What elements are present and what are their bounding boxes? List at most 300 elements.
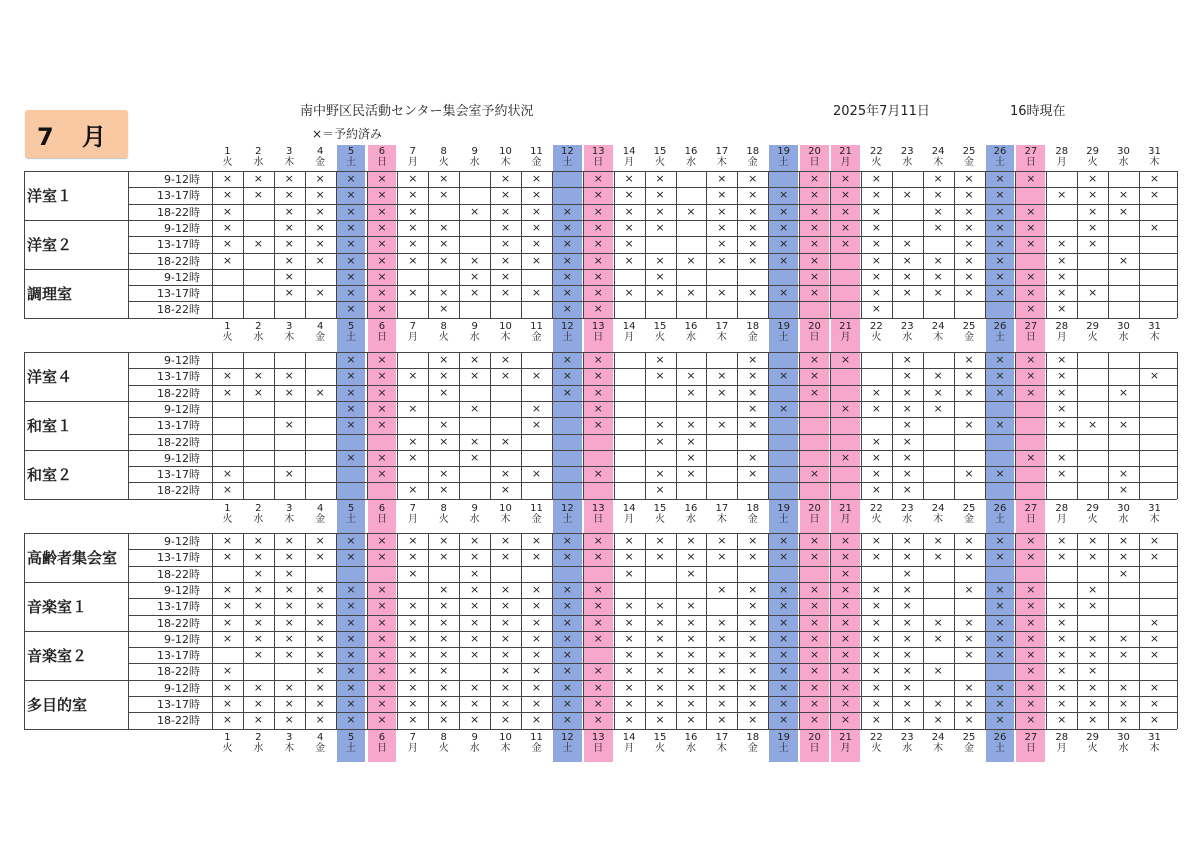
day-number: 6 <box>378 321 386 332</box>
booked-mark: × <box>809 172 820 185</box>
day-header <box>1046 732 1077 756</box>
booked-mark: × <box>840 697 851 710</box>
time-slot-label: 18-22時 <box>128 712 212 728</box>
day-header <box>892 146 923 170</box>
day-header <box>336 503 367 527</box>
day-header <box>830 321 861 345</box>
weekday-label: 木 <box>933 514 944 525</box>
booked-mark: × <box>1088 286 1098 300</box>
booked-mark: × <box>593 302 603 316</box>
day-header <box>676 503 707 527</box>
day-number: 18 <box>746 146 760 157</box>
booked-mark: × <box>439 534 449 547</box>
day-header <box>614 146 645 170</box>
booked-mark: × <box>902 385 912 399</box>
booked-mark: × <box>1057 401 1067 415</box>
booked-mark: × <box>686 713 696 727</box>
weekday-label: 土 <box>778 332 789 343</box>
booked-mark: × <box>593 401 603 415</box>
booked-mark: × <box>1057 615 1067 629</box>
booked-mark: × <box>1149 631 1160 645</box>
weekday-label: 木 <box>500 743 511 754</box>
booked-mark: × <box>933 220 943 234</box>
booked-mark: × <box>315 648 325 662</box>
booked-mark: × <box>346 269 356 283</box>
booked-mark: × <box>902 680 912 694</box>
booked-mark: × <box>1088 582 1098 596</box>
booked-mark: × <box>748 385 758 399</box>
booked-mark: × <box>315 550 325 564</box>
booked-mark: × <box>253 713 263 727</box>
booked-mark: × <box>284 680 294 694</box>
booked-mark: × <box>655 172 665 185</box>
booked-mark: × <box>748 582 758 596</box>
booked-mark: × <box>593 550 603 564</box>
day-header <box>490 146 521 170</box>
day-number: 11 <box>530 321 543 332</box>
booked-mark: × <box>253 550 263 564</box>
day-number: 3 <box>286 321 293 332</box>
day-header <box>1139 503 1170 527</box>
room-name: 洋室１ <box>24 171 129 221</box>
day-number: 30 <box>1117 732 1130 743</box>
day-header <box>521 732 552 756</box>
day-number: 15 <box>653 321 667 332</box>
booked-mark: × <box>1088 680 1098 694</box>
booked-mark: × <box>408 220 418 234</box>
booked-mark: × <box>902 418 912 432</box>
day-header <box>1108 146 1139 170</box>
booked-mark: × <box>408 401 418 415</box>
booked-mark: × <box>748 648 758 662</box>
booked-mark: × <box>408 204 418 218</box>
time-slot-label: 13-17時 <box>128 598 212 614</box>
booked-mark: × <box>995 237 1005 251</box>
day-number: 11 <box>530 732 543 743</box>
day-header <box>397 321 428 345</box>
day-header <box>1046 321 1077 345</box>
booked-mark: × <box>902 713 912 727</box>
booked-mark: × <box>871 204 881 218</box>
booked-mark: × <box>1057 418 1067 432</box>
day-header <box>614 732 645 756</box>
booked-mark: × <box>902 434 912 448</box>
booked-mark: × <box>315 680 325 694</box>
day-number: 13 <box>591 503 605 514</box>
booked-mark: × <box>1149 534 1160 547</box>
booked-mark: × <box>253 172 263 185</box>
day-header <box>305 732 336 756</box>
weekday-label: 金 <box>531 157 542 168</box>
booked-mark: × <box>717 582 727 596</box>
weekday-label: 火 <box>871 332 882 343</box>
booked-mark: × <box>284 172 294 185</box>
day-header <box>305 503 336 527</box>
day-header <box>768 321 799 345</box>
booked-mark: × <box>748 615 758 629</box>
booked-mark: × <box>1026 534 1036 547</box>
booked-mark: × <box>964 467 974 481</box>
booked-mark: × <box>315 237 325 251</box>
booked-mark: × <box>346 680 356 694</box>
weekday-label: 月 <box>407 514 418 525</box>
booked-mark: × <box>284 615 294 629</box>
booked-mark: × <box>253 237 263 251</box>
booked-mark: × <box>748 172 758 185</box>
booked-mark: × <box>840 220 851 234</box>
booked-mark: × <box>439 550 449 564</box>
day-number: 13 <box>591 732 605 743</box>
booked-mark: × <box>531 550 542 564</box>
booked-mark: × <box>933 697 943 710</box>
booked-mark: × <box>686 369 696 383</box>
booked-mark: × <box>809 680 820 694</box>
day-number: 2 <box>255 321 262 332</box>
weekday-label: 水 <box>902 743 913 754</box>
booked-mark: × <box>1026 385 1036 399</box>
booked-mark: × <box>315 615 325 629</box>
booked-mark: × <box>346 286 356 300</box>
booked-mark: × <box>253 534 263 547</box>
day-number: 31 <box>1148 146 1161 157</box>
booked-mark: × <box>624 680 634 694</box>
booked-mark: × <box>346 369 356 383</box>
booked-mark: × <box>377 220 387 234</box>
time-slot-label: 18-22時 <box>128 301 212 317</box>
day-header <box>397 732 428 756</box>
booked-mark: × <box>902 582 912 596</box>
booked-mark: × <box>871 188 881 202</box>
booked-mark: × <box>531 648 542 662</box>
day-header <box>737 732 768 756</box>
booked-mark: × <box>655 648 665 662</box>
day-number: 29 <box>1086 321 1099 332</box>
booked-mark: × <box>779 286 789 300</box>
booked-mark: × <box>408 450 418 464</box>
booked-mark: × <box>964 697 974 710</box>
booked-mark: × <box>655 418 665 432</box>
day-header <box>336 321 367 345</box>
weekday-label: 水 <box>902 514 913 525</box>
booked-mark: × <box>748 286 758 300</box>
day-header <box>923 146 954 170</box>
booked-mark: × <box>346 615 356 629</box>
day-number: 21 <box>839 503 852 514</box>
booked-mark: × <box>840 648 851 662</box>
booked-mark: × <box>470 713 480 727</box>
booked-mark: × <box>871 697 881 710</box>
booked-mark: × <box>1026 204 1036 218</box>
booked-mark: × <box>717 220 727 234</box>
booked-mark: × <box>840 615 851 629</box>
day-number: 6 <box>378 146 386 157</box>
booked-mark: × <box>995 385 1005 399</box>
weekday-label: 土 <box>562 157 573 168</box>
booked-mark: × <box>1118 253 1129 267</box>
booked-mark: × <box>871 385 881 399</box>
time-slot-label: 13-17時 <box>128 236 212 252</box>
day-header <box>892 732 923 756</box>
booked-mark: × <box>377 369 387 383</box>
booked-mark: × <box>779 237 789 251</box>
day-header <box>676 321 707 345</box>
booked-mark: × <box>871 401 881 415</box>
day-header <box>830 146 861 170</box>
time-slot-label: 18-22時 <box>128 663 212 679</box>
booked-mark: × <box>222 188 233 202</box>
weekday-label: 金 <box>315 157 326 168</box>
time-slot-label: 18-22時 <box>128 385 212 401</box>
booked-mark: × <box>748 680 758 694</box>
weekday-label: 月 <box>840 332 851 343</box>
weekday-label: 月 <box>840 514 851 525</box>
booked-mark: × <box>933 401 943 415</box>
day-number: 22 <box>869 321 883 332</box>
booked-mark: × <box>377 534 387 547</box>
day-header <box>1015 146 1046 170</box>
booked-mark: × <box>686 648 696 662</box>
room-name: 洋室２ <box>24 220 129 270</box>
day-header <box>985 732 1016 756</box>
booked-mark: × <box>871 599 881 613</box>
day-header <box>274 321 305 345</box>
booked-mark: × <box>284 237 294 251</box>
weekday-label: 水 <box>902 332 913 343</box>
booked-mark: × <box>1118 713 1129 727</box>
booked-mark: × <box>1026 220 1036 234</box>
day-number: 28 <box>1055 732 1069 743</box>
booked-mark: × <box>779 582 789 596</box>
booked-mark: × <box>562 664 572 678</box>
day-number: 2 <box>255 732 262 743</box>
booked-mark: × <box>593 269 603 283</box>
booked-mark: × <box>840 450 851 464</box>
day-number: 14 <box>622 321 636 332</box>
day-header <box>490 503 521 527</box>
weekday-label: 木 <box>933 332 944 343</box>
booked-mark: × <box>1118 483 1129 497</box>
booked-mark: × <box>624 615 634 629</box>
booked-mark: × <box>222 697 233 710</box>
day-header <box>954 146 985 170</box>
booked-mark: × <box>346 401 356 415</box>
booked-mark: × <box>871 615 881 629</box>
booked-mark: × <box>593 220 603 234</box>
booked-mark: × <box>902 566 912 580</box>
booked-mark: × <box>995 615 1005 629</box>
weekday-label: 木 <box>500 332 511 343</box>
booked-mark: × <box>253 582 263 596</box>
day-number: 12 <box>560 321 574 332</box>
booked-mark: × <box>779 220 789 234</box>
booked-mark: × <box>964 418 974 432</box>
booked-mark: × <box>964 269 974 283</box>
weekday-label: 火 <box>222 332 233 343</box>
booked-mark: × <box>809 615 820 629</box>
booked-mark: × <box>593 713 603 727</box>
day-number: 5 <box>347 146 355 157</box>
booked-mark: × <box>439 172 449 185</box>
weekday-label: 金 <box>747 157 758 168</box>
booked-mark: × <box>470 566 480 580</box>
day-header <box>676 732 707 756</box>
booked-mark: × <box>686 253 696 267</box>
weekday-label: 火 <box>655 743 666 754</box>
day-number: 26 <box>993 321 1007 332</box>
booked-mark: × <box>748 353 758 366</box>
booked-mark: × <box>964 648 974 662</box>
booked-mark: × <box>346 631 356 645</box>
booked-mark: × <box>222 385 233 399</box>
booked-mark: × <box>995 467 1005 481</box>
booked-mark: × <box>315 204 325 218</box>
booked-mark: × <box>995 204 1005 218</box>
day-header <box>397 146 428 170</box>
booked-mark: × <box>531 237 542 251</box>
booked-mark: × <box>748 401 758 415</box>
booked-mark: × <box>964 550 974 564</box>
booked-mark: × <box>593 664 603 678</box>
room-name: 多目的室 <box>24 680 129 730</box>
booked-mark: × <box>531 401 542 415</box>
booked-mark: × <box>995 631 1005 645</box>
day-number: 15 <box>653 732 667 743</box>
weekday-label: 月 <box>840 743 851 754</box>
day-number: 30 <box>1117 321 1130 332</box>
booked-mark: × <box>717 418 727 432</box>
booked-mark: × <box>748 188 758 202</box>
day-number: 21 <box>839 146 852 157</box>
booked-mark: × <box>686 599 696 613</box>
day-number: 8 <box>440 732 447 743</box>
grid-line <box>1177 352 1178 499</box>
booked-mark: × <box>809 253 820 267</box>
day-number: 29 <box>1086 146 1099 157</box>
booked-mark: × <box>439 418 449 432</box>
booked-mark: × <box>470 286 480 300</box>
booked-mark: × <box>408 434 418 448</box>
booked-mark: × <box>593 418 603 432</box>
day-number: 26 <box>993 503 1007 514</box>
time-slot-label: 13-17時 <box>128 647 212 663</box>
booked-mark: × <box>624 253 634 267</box>
booked-mark: × <box>346 582 356 596</box>
booked-mark: × <box>748 534 758 547</box>
booked-mark: × <box>500 253 511 267</box>
time-slot-label: 9-12時 <box>128 582 212 598</box>
booked-mark: × <box>1026 680 1036 694</box>
booked-mark: × <box>995 253 1005 267</box>
booked-mark: × <box>1026 550 1036 564</box>
booked-mark: × <box>933 172 943 185</box>
booked-mark: × <box>470 253 480 267</box>
booked-mark: × <box>346 172 356 185</box>
day-header <box>212 146 243 170</box>
booked-mark: × <box>500 369 511 383</box>
booked-mark: × <box>439 385 449 399</box>
weekday-label: 金 <box>964 514 975 525</box>
day-number: 15 <box>653 503 667 514</box>
day-header <box>1046 503 1077 527</box>
booked-mark: × <box>871 483 881 497</box>
booked-mark: × <box>346 534 356 547</box>
booked-mark: × <box>871 680 881 694</box>
weekday-label: 水 <box>253 157 264 168</box>
booked-mark: × <box>253 188 263 202</box>
day-header <box>892 503 923 527</box>
booked-mark: × <box>562 631 572 645</box>
weekday-label: 金 <box>315 514 326 525</box>
booked-mark: × <box>1118 566 1129 580</box>
booked-mark: × <box>470 599 480 613</box>
booked-mark: × <box>717 697 727 710</box>
booked-mark: × <box>1149 550 1160 564</box>
day-header <box>428 146 459 170</box>
day-header <box>552 146 583 170</box>
booked-mark: × <box>500 615 511 629</box>
booked-mark: × <box>871 467 881 481</box>
booked-mark: × <box>624 631 634 645</box>
day-header <box>861 732 892 756</box>
booked-mark: × <box>779 550 789 564</box>
booked-mark: × <box>408 599 418 613</box>
booked-mark: × <box>470 450 480 464</box>
booked-mark: × <box>624 188 634 202</box>
booked-mark: × <box>624 566 634 580</box>
booked-mark: × <box>346 599 356 613</box>
weekday-label: 火 <box>655 514 666 525</box>
day-number: 31 <box>1148 732 1161 743</box>
booked-mark: × <box>222 582 233 596</box>
day-header <box>243 732 274 756</box>
weekday-label: 木 <box>716 332 727 343</box>
booked-mark: × <box>593 188 603 202</box>
day-number: 16 <box>684 321 698 332</box>
booked-mark: × <box>1088 631 1098 645</box>
weekday-label: 水 <box>469 743 480 754</box>
day-header <box>645 321 676 345</box>
day-number: 19 <box>777 146 790 157</box>
booked-mark: × <box>840 237 851 251</box>
booked-mark: × <box>717 664 727 678</box>
booked-mark: × <box>531 664 542 678</box>
booked-mark: × <box>871 450 881 464</box>
day-number: 26 <box>993 732 1007 743</box>
booked-mark: × <box>871 550 881 564</box>
day-number: 5 <box>347 732 355 743</box>
booked-mark: × <box>377 648 387 662</box>
booked-mark: × <box>222 534 233 547</box>
weekday-label: 日 <box>809 157 820 168</box>
booked-mark: × <box>562 713 572 727</box>
booked-mark: × <box>717 615 727 629</box>
booked-mark: × <box>964 615 974 629</box>
day-header <box>676 146 707 170</box>
day-number: 21 <box>839 732 852 743</box>
booked-mark: × <box>1057 631 1067 645</box>
booked-mark: × <box>531 220 542 234</box>
booked-mark: × <box>346 220 356 234</box>
booked-mark: × <box>408 188 418 202</box>
booked-mark: × <box>470 353 480 366</box>
booked-mark: × <box>562 269 572 283</box>
booked-mark: × <box>408 534 418 547</box>
day-header <box>459 146 490 170</box>
booked-mark: × <box>284 369 294 383</box>
booked-mark: × <box>222 467 233 481</box>
day-number: 27 <box>1024 503 1038 514</box>
booked-mark: × <box>1026 582 1036 596</box>
